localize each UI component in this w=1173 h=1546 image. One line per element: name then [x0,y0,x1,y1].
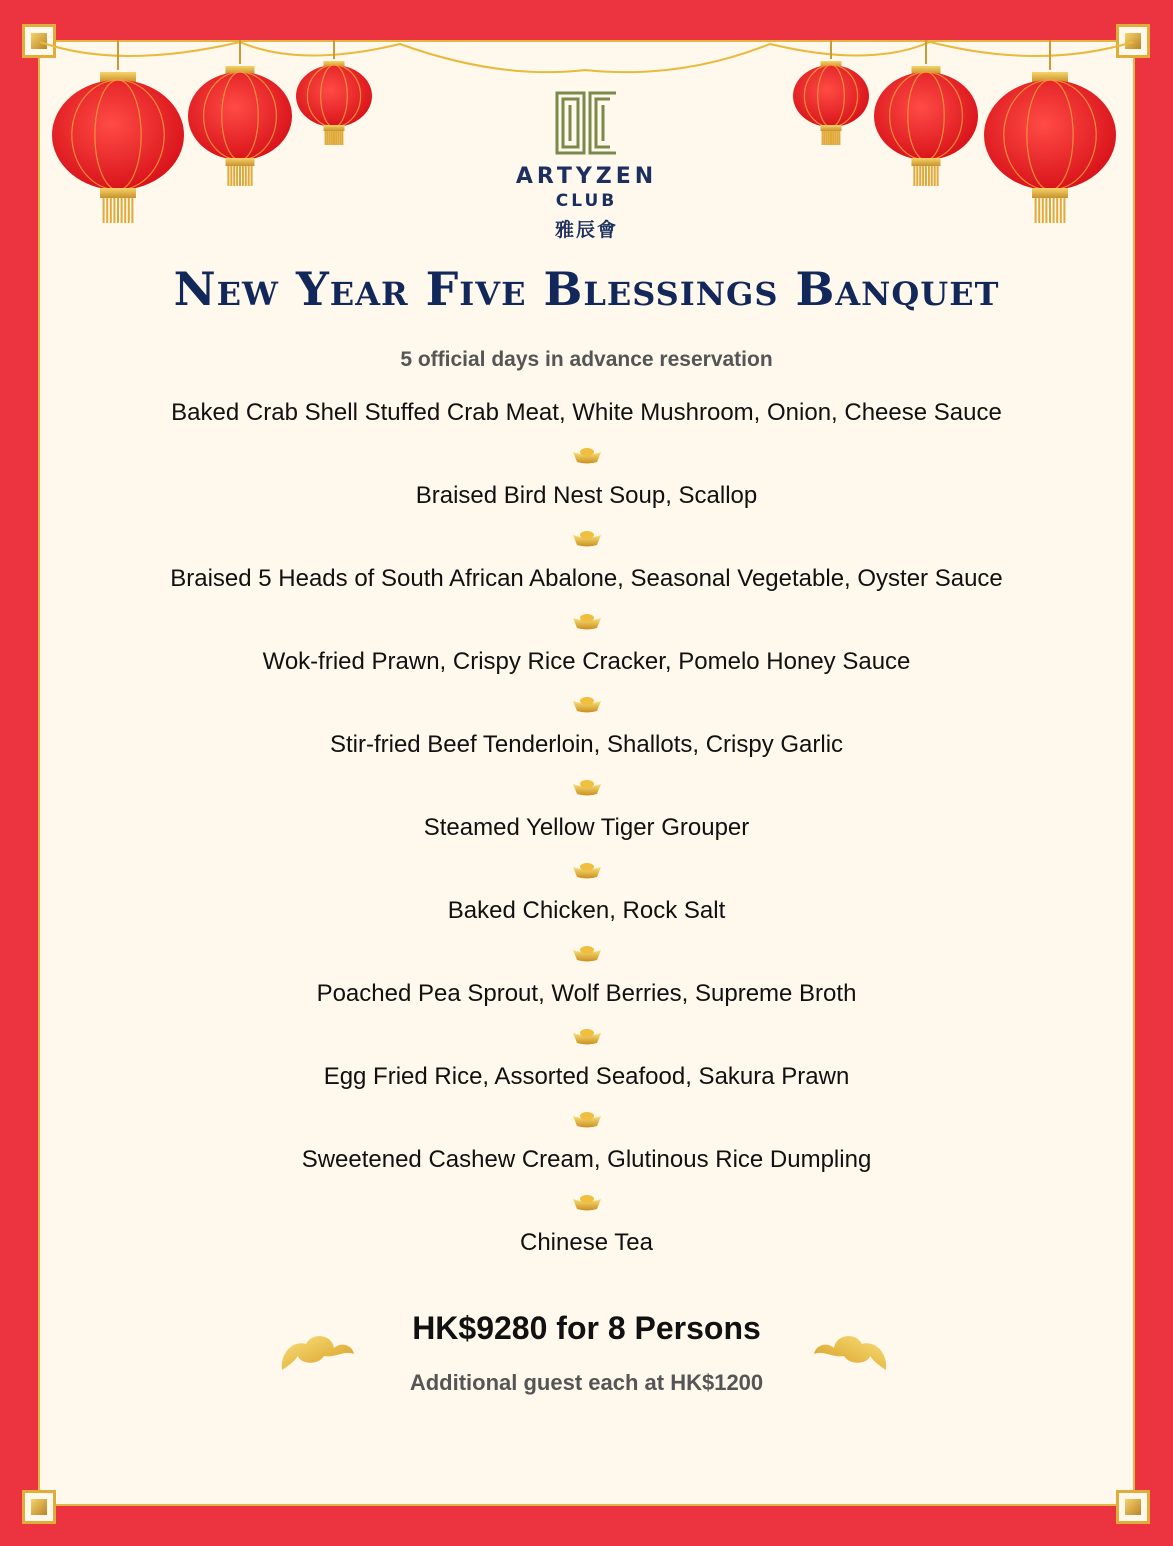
corner-ornament [1116,1490,1150,1524]
gold-ingot-icon [0,845,1173,894]
gold-ingot-icon [0,928,1173,977]
dish-item: Braised Bird Nest Soup, Scallop [415,482,758,509]
lantern-icon [52,40,184,223]
gold-ingot-icon [0,1011,1173,1060]
dish-item: Chinese Tea [520,1229,653,1256]
dish-item: Stir-fried Beef Tenderloin, Shallots, Crispy Garlic [329,731,844,758]
dish-item: Braised 5 Heads of South African Abalone, Seasonal Vegetable, Oyster Sauce [170,565,1003,592]
gold-ingot-icon [0,430,1173,479]
gold-ingot-icon [0,1177,1173,1226]
brand-sub: CLUB [555,191,618,211]
dish-item: Steamed Yellow Tiger Grouper [423,814,750,841]
dish-item: Sweetened Cashew Cream, Glutinous Rice Dumpling [301,1146,872,1173]
gold-ingot-icon [0,513,1173,562]
dish-item: Egg Fried Rice, Assorted Seafood, Sakura Prawn [323,1063,850,1090]
dish-item: Poached Pea Sprout, Wolf Berries, Supreme Broth [316,980,857,1007]
artyzen-logo-icon [554,90,620,156]
gold-ingot-icon [0,1094,1173,1143]
page-title: New Year Five Blessings Banquet [173,262,1000,316]
dish-item: Wok-fried Prawn, Crispy Rice Cracker, Pomelo Honey Sauce [262,648,911,675]
brand-name: ARTYZEN [515,164,658,189]
gold-ingot-icon [0,679,1173,728]
dish-item: Baked Chicken, Rock Salt [447,897,726,924]
artyzen-club-logo [500,90,673,242]
reservation-note: 5 official days in advance reservation [400,348,773,371]
gold-ingot-icon [0,762,1173,811]
gold-ingot-icon [0,596,1173,645]
dish-item: Baked Crab Shell Stuffed Crab Meat, White Mushroom, Onion, Cheese Sauce [171,399,1002,426]
dish-list [0,396,1173,1260]
lantern-icon [984,40,1116,223]
lantern-icon [188,40,292,186]
corner-ornament [22,1490,56,1524]
price-additional: Additional guest each at HK$1200 [409,1370,764,1395]
lantern-icon [874,40,978,186]
price-main: HK$9280 for 8 Persons [412,1310,761,1346]
brand-chinese: 雅辰會 [554,219,618,241]
